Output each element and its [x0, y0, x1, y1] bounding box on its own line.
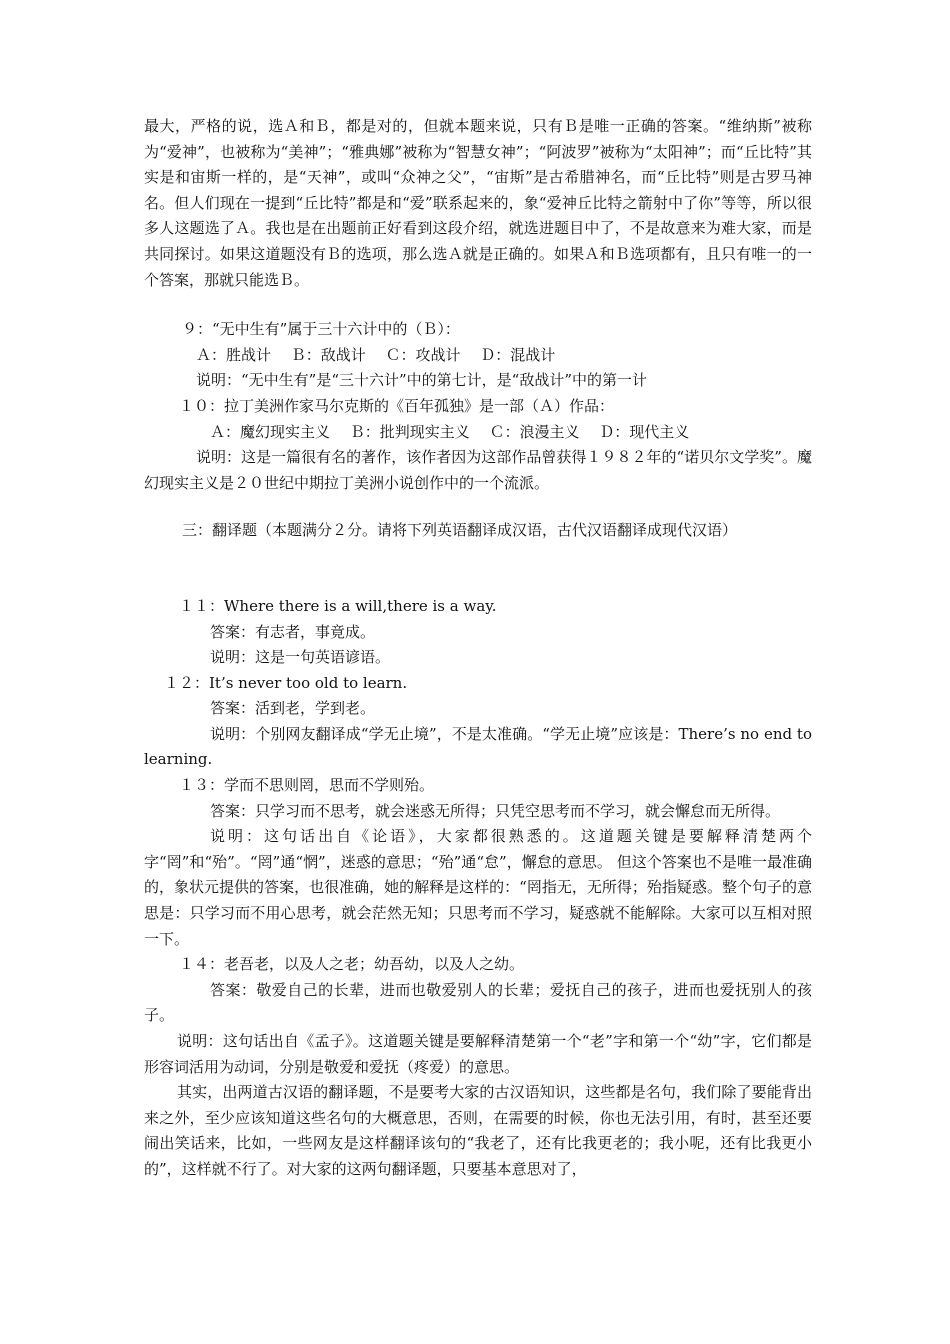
spacer: [144, 496, 812, 518]
question-9-note: 说明：“无中生有”是“三十六计”中的第七计，是“敌战计”中的第一计: [196, 371, 648, 390]
document-body: [144, 114, 812, 1183]
closing-paragraph: 其实，出两道古汉语的翻译题，不是要考大家的古汉语知识，这些都是名句，我们除了要能背出来之外，至少应该知道这些名句的大概意思，否则，在需要的时候，你也无法引用，有时，甚至还要闹出笑话来，比如，一些网友是这样翻译该句的“我老了，还有比我更老的；我小呢，还有比我更小的”，这样就不行了。对大家的这两句翻译题，只要基本意思对了，: [144, 1083, 812, 1178]
question-9: ９：“无中生有”属于三十六计中的（Ｂ）：: [182, 320, 460, 339]
question-11-note: 说明：这是一句英语谚语。: [210, 648, 391, 667]
paragraph-explanation-q8: 最大，严格的说，选Ａ和Ｂ，都是对的，但就本题来说，只有Ｂ是唯一正确的答案。“维纳斯”被称为“爱神”，也被称为“美神”；“雅典娜”被称为“智慧女神”；“阿波罗”被称为“太阳神”；而“丘比特”其实是和宙斯一样的，是“天神”，或叫“众神之父”，“宙斯”是古希腊神名，而“丘比特”则是古罗马神名。但人们现在一提到“丘比特”都是和“爱”联系起来的，象“爱神丘比特之箭射中了你”等等，所以很多人这题选了Ａ。我也是在出题前正好看到这段介绍，就选进题目中了，不是故意来为难大家，而是共同探讨。如果这道题没有Ｂ的选项，那么选Ａ就是正确的。如果Ａ和Ｂ选项都有，且只有唯一的一个答案，那就只能选Ｂ。: [144, 117, 812, 289]
question-12-answer: 答案：活到老，学到老。: [210, 699, 376, 718]
question-11: １１：Where there is a will,there is a way.: [179, 596, 497, 615]
section-3-heading: 三：翻译题（本题满分２分。请将下列英语翻译成汉语，古代汉语翻译成现代汉语）: [182, 521, 738, 540]
question-13-answer: 答案：只学习而不思考，就会迷惑无所得；只凭空思考而不学习，就会懈怠而无所得。: [210, 801, 781, 820]
question-12-note: 说明：个别网友翻译成“学无止境”，不是太准确。“学无止境”应该是：There’s no end to learning.: [144, 724, 812, 769]
question-10-options: Ａ：魔幻现实主义 Ｂ：批判现实主义 Ｃ：浪漫主义 Ｄ：现代主义: [210, 422, 690, 441]
question-11-answer: 答案：有志者，事竟成。: [210, 622, 376, 641]
question-14-note: 说明：这句话出自《孟子》。这道题关键是要解释清楚第一个“老”字和第一个“幼”字，它们都是形容词活用为动词，分别是敬爱和爱抚（疼爱）的意思。: [144, 1032, 812, 1076]
question-12: １２：It’s never too old to learn.: [164, 673, 408, 692]
question-10: １０：拉丁美洲作家马尔克斯的《百年孤独》是一部（Ａ）作品：: [179, 396, 615, 415]
question-13-note: 说明：这句话出自《论语》，大家都很熟悉的。这道题关键是要解释清楚两个字“罔”和“殆”。“罔”通“惘”，迷惑的意思；“殆”通“怠”，懈怠的意思。 但这个答案也不是唯一最准确的，象状元提供的答案，也很准确，她的解释是这样的：“罔指无，无所得；殆指疑惑。整个句子的意思是：只学习而不用心思考，就会茫然无知；只思考而不学习，疑惑就不能解除。大家可以互相对照一下。: [144, 827, 812, 948]
question-9-options: Ａ：胜战计 Ｂ：敌战计 Ｃ：攻战计 Ｄ：混战计: [196, 345, 556, 364]
spacer: [144, 544, 812, 594]
question-13: １３：学而不思则罔，思而不学则殆。: [179, 776, 435, 795]
spacer: [144, 293, 812, 317]
question-14-answer: 答案：敬爱自己的长辈，进而也敬爱别人的长辈；爱抚自己的孩子，进而也爱抚别人的孩子。: [144, 980, 812, 1025]
question-10-note: 说明：这是一篇很有名的著作，该作者因为这部作品曾获得１９８２年的“诺贝尔文学奖”。魔幻现实主义是２０世纪中期拉丁美洲小说创作中的一个流派。: [144, 448, 812, 492]
question-14: １４：老吾老，以及人之老；幼吾幼，以及人之幼。: [179, 955, 525, 974]
